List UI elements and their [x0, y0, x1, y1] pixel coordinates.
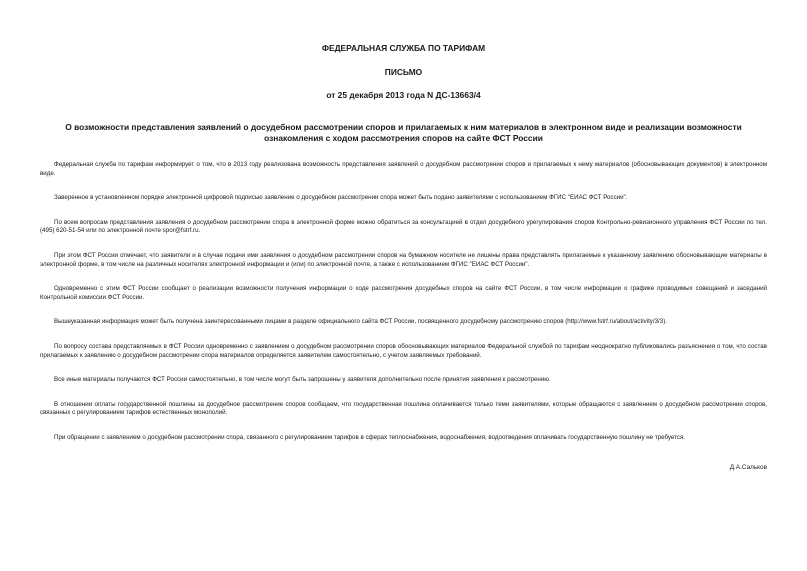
agency-heading: ФЕДЕРАЛЬНАЯ СЛУЖБА ПО ТАРИФАМ — [321, 43, 486, 53]
paragraph: Одновременно с этим ФСТ России сообщает о реализации возможности получения информации о ходе рассмотрения досудебных споров на сайте ФСТ России, в том числе информации о графике проводимых совещаний и заседаний Контрольной комиссии ФСТ России. — [40, 285, 767, 301]
paragraph: Все иные материалы получаются ФСТ России самостоятельно, в том числе могут быть запрошены у заявителя дополнительно после принятия заявления к рассмотрению. — [54, 376, 551, 384]
paragraph: При этом ФСТ России отмечает, что заявители и в случае подачи ими заявления о досудебном рассмотрении споров на бумажном носителе не лишены права представлять прилагаемые к указанному заявлению обосновывающие материалы в электронной форме, в том числе на различных носителях электронной информации и (или) по электронной почте, а также с использованием ФГИС "ЕИАС ФСТ России". — [40, 251, 767, 268]
date-number-heading: от 25 декабря 2013 года N ДС-13663/4 — [326, 90, 481, 100]
paragraph: Вышеуказанная информация может быть получена заинтересованными лицами в разделе официального сайта ФСТ России, посвященного досудебному рассмотрению споров (http://www.fstrf.ru/about/activity/3/3). — [54, 318, 667, 326]
document-type-heading: ПИСЬМО — [384, 67, 423, 77]
paragraph: По всем вопросам представления заявления о досудебном рассмотрении спора в электронной форме можно обратиться за консультацией в отдел досудебного урегулирования споров Контрольно-ревизионного управления ФСТ России по тел. (495) 620-51-54 или по электронной почте spor@fstrf.ru. — [40, 218, 767, 235]
paragraph: При обращении с заявлением о досудебном рассмотрении спора, связанного с регулированием тарифов в сферах теплоснабжения, водоснабжения, водоотведения оплачивать государственную пошлину не требуется. — [54, 433, 686, 441]
document-title: О возможности представления заявлений о досудебном рассмотрении споров и прилагаемых к ним материалов в электронном виде и реализации возможности ознакомления с ходом рассмотрения споров на сайте ФСТ России — [65, 122, 742, 143]
paragraph: По вопросу состава представляемых в ФСТ России одновременно с заявлением о досудебном рассмотрении споров обосновывающих материалов Федеральной службой по тарифам неоднократно публиковались разъяснения о том, что состав прилагаемых к заявлению о досудебном рассмотрении спора материалов определяется заявителем самостоятельно, с учетом заявляемых требований. — [40, 342, 767, 359]
paragraph: Федеральная служба по тарифам информирует о том, что в 2013 году реализована возможность представления заявлений о досудебном рассмотрении споров и прилагаемых к нему материалов (обосновывающих документов) в электронном виде. — [40, 161, 767, 177]
paragraph: В отношении оплаты государственной пошлины за досудебное рассмотрение споров сообщаем, что государственная пошлина оплачивается только теми заявителями, которые обращаются с заявлением о досудебном рассмотрении споров, связанных с регулированием тарифов естественных монополий. — [40, 400, 767, 417]
paragraph: Заверенное в установленном порядке электронной цифровой подписью заявление о досудебном рассмотрении спора может быть подано заявителями с использованием ФГИС "ЕИАС ФСТ России". — [54, 194, 628, 202]
document-body — [40, 161, 767, 459]
signature: Д.А.Сальков — [729, 464, 767, 471]
